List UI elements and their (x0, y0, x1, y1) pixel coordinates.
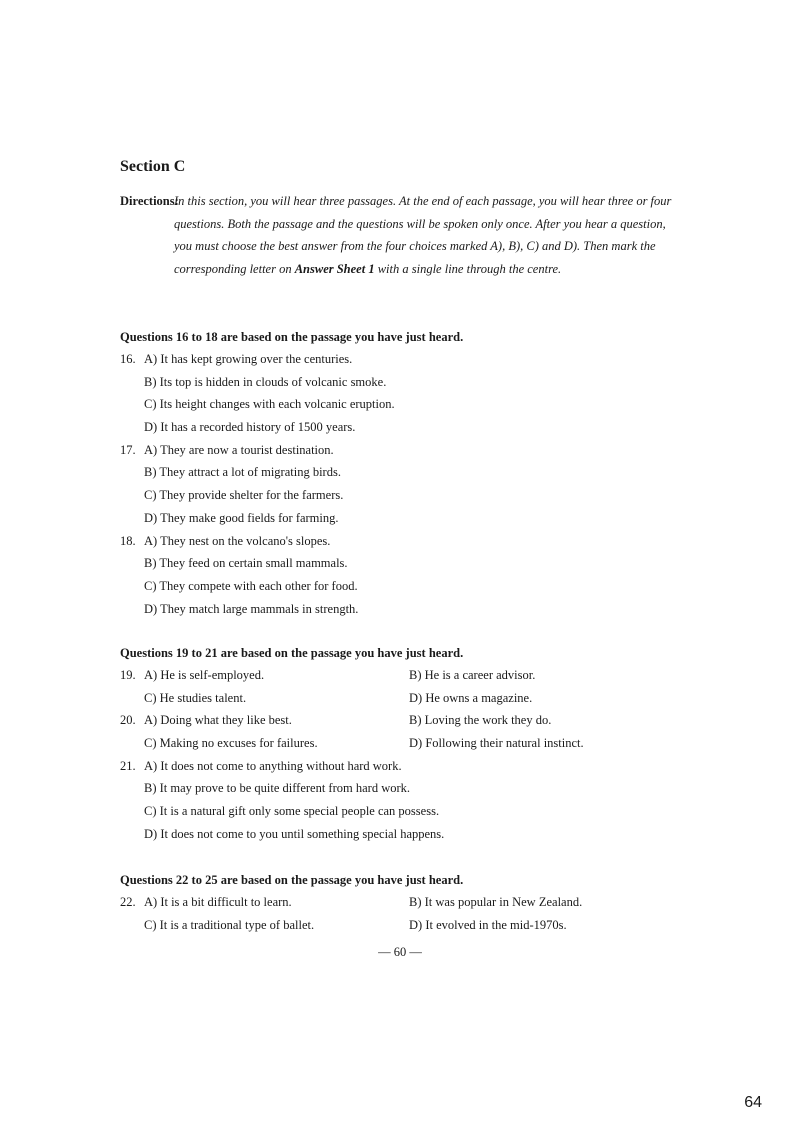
option-d: D) It evolved in the mid-1970s. (409, 917, 567, 932)
question-21-row-a (120, 755, 680, 778)
option-c: C) Its height changes with each volcanic eruption. (144, 397, 395, 412)
option-c: C) Making no excuses for failures. (144, 736, 318, 751)
question-19-row-cd (120, 687, 680, 710)
option-c: C) It is a natural gift only some special people can possess. (144, 804, 440, 819)
question-16-row-c (120, 393, 680, 416)
question-number: 22. (120, 895, 136, 909)
question-20-row-ab (120, 709, 680, 732)
question-18-row-a (120, 530, 680, 553)
group-header: Questions 16 to 18 are based on the passage you have just heard. (120, 330, 464, 344)
option-b: B) He is a career advisor. (409, 668, 536, 682)
question-18-row-d (120, 598, 680, 621)
question-group-19-21 (120, 642, 680, 846)
directions-block (120, 190, 680, 280)
option-a: A) They are now a tourist destination. (144, 442, 334, 457)
option-d: D) It has a recorded history of 1500 years. (144, 420, 356, 435)
question-17-row-d (120, 507, 680, 530)
group-header: Questions 19 to 21 are based on the passage you have just heard. (120, 646, 464, 660)
option-c: C) He studies talent. (144, 690, 247, 705)
option-b: B) Loving the work they do. (409, 713, 552, 728)
question-17-row-c (120, 484, 680, 507)
option-d: D) They make good fields for farming. (144, 510, 339, 525)
option-c: C) It is a traditional type of ballet. (144, 917, 315, 932)
question-number: 17. (120, 442, 136, 457)
option-d: D) It does not come to you until something special happens. (144, 826, 445, 841)
question-17-row-b (120, 461, 680, 484)
question-19-row-ab (120, 664, 680, 687)
group-header: Questions 22 to 25 are based on the passage you have just heard. (120, 873, 464, 887)
option-a: A) It does not come to anything without hard work. (144, 758, 402, 773)
option-a: A) It is a bit difficult to learn. (144, 895, 292, 909)
directions-text-part2: with a single line through the centre. (374, 261, 562, 276)
page-number: — 60 — (378, 945, 422, 959)
question-number: 16. (120, 352, 136, 366)
option-b: B) They feed on certain small mammals. (144, 556, 348, 571)
option-b: B) It was popular in New Zealand. (409, 895, 583, 909)
question-16-row-b (120, 371, 680, 394)
option-d: D) He owns a magazine. (409, 690, 533, 705)
question-21-row-d (120, 823, 680, 846)
question-16-row-d (120, 416, 680, 439)
directions-text (174, 190, 680, 280)
option-a: A) Doing what they like best. (144, 713, 292, 728)
option-b: B) They attract a lot of migrating birds. (144, 465, 341, 480)
question-group-16-18 (120, 326, 680, 620)
directions-label: Directions: (120, 194, 179, 208)
question-number: 20. (120, 713, 136, 728)
question-16-row-a (120, 348, 680, 371)
question-18-row-c (120, 575, 680, 598)
option-d: D) Following their natural instinct. (409, 736, 584, 751)
question-group-22-25 (120, 869, 680, 936)
question-17-row-a (120, 439, 680, 462)
question-number: 21. (120, 758, 136, 773)
question-18-row-b (120, 552, 680, 575)
question-21-row-c (120, 800, 680, 823)
option-b: B) It may prove to be quite different from hard work. (144, 781, 411, 796)
section-title: Section C (120, 158, 186, 175)
question-number: 18. (120, 533, 136, 548)
answer-sheet-ref: Answer Sheet 1 (294, 261, 375, 276)
question-20-row-cd (120, 732, 680, 755)
question-number: 19. (120, 668, 136, 682)
option-a: A) He is self-employed. (144, 668, 265, 682)
option-a: A) They nest on the volcano's slopes. (144, 533, 331, 548)
option-a: A) It has kept growing over the centuries. (144, 352, 353, 366)
question-21-row-b (120, 777, 680, 800)
question-22-row-ab (120, 891, 680, 914)
option-d: D) They match large mammals in strength. (144, 601, 359, 616)
directions-text-part1: In this section, you will hear three passages. At the end of each passage, you will hear three or four questions. Both the passage and the questions will be spoken only once. After you hear a question, you must choose the best answer from the four choices marked A), B), C) and D). Then mark the corresponding letter on (174, 194, 672, 276)
option-c: C) They provide shelter for the farmers. (144, 488, 344, 503)
option-b: B) Its top is hidden in clouds of volcanic smoke. (144, 374, 387, 389)
option-c: C) They compete with each other for food. (144, 578, 358, 593)
question-22-row-cd (120, 914, 680, 937)
corner-page-number: 64 (744, 1094, 762, 1111)
